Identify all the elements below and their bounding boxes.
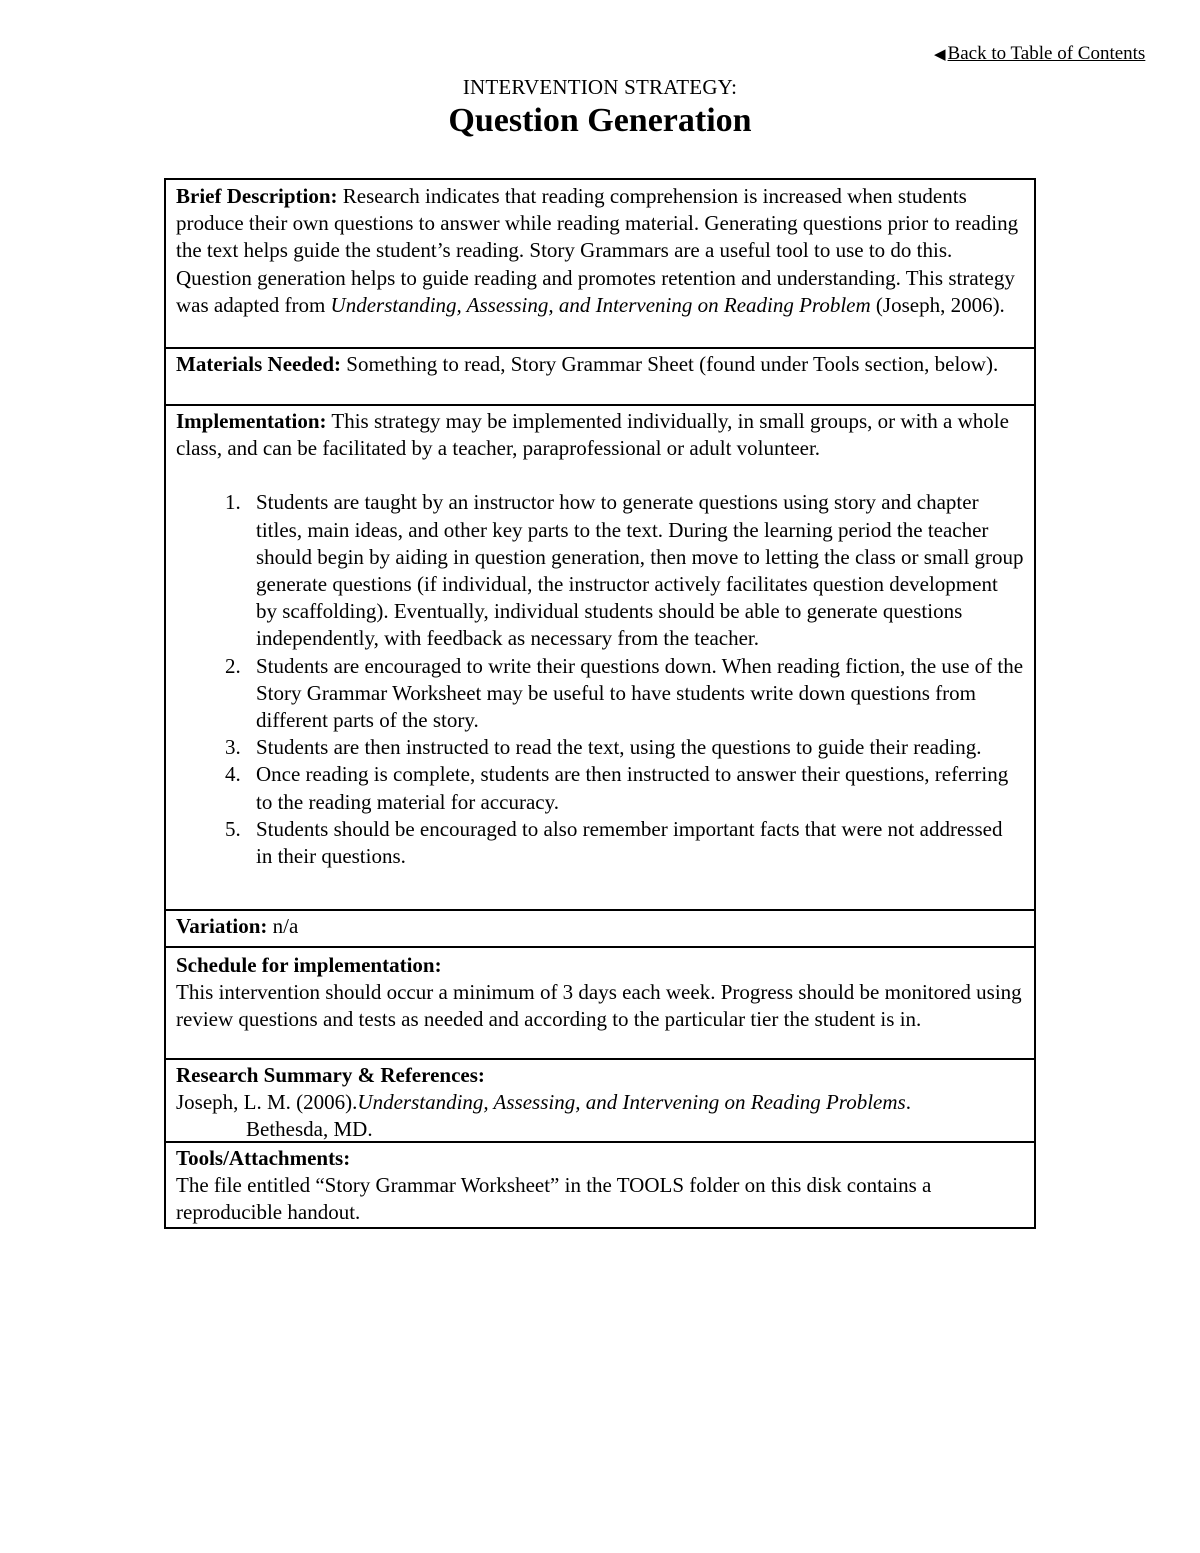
step-item: 5. Students should be encouraged to also remember important facts that were not addressed in their questions. [246, 816, 1024, 870]
variation-row [166, 909, 1034, 946]
step-item: 2. Students are encouraged to write their questions down. When reading fiction, the use of the Story Grammar Worksheet may be useful to have students write down questions from different parts of the story. [246, 653, 1024, 735]
research-label: Research Summary & References: [176, 1063, 485, 1087]
tools-label: Tools/Attachments: [176, 1146, 351, 1170]
brief-description-label: Brief Description: [176, 184, 338, 208]
schedule-text: This intervention should occur a minimum of 3 days each week. Progress should be monitored using review questions and tests as needed and according to the particular tier the student is in. [176, 980, 1022, 1032]
variation-label: Variation: [176, 914, 268, 938]
schedule-row [166, 946, 1034, 1058]
back-to-contents-link[interactable] [934, 42, 1145, 67]
implementation-label: Implementation: [176, 409, 327, 433]
brief-source-cite: (Joseph, 2006). [870, 292, 1005, 317]
brief-source-title: Understanding, Assessing, and Intervening on Reading Problem [330, 292, 871, 317]
page-title: Question Generation [448, 102, 752, 139]
implementation-row [166, 404, 1034, 909]
reference-title: Understanding, Assessing, and Intervening on Reading Problems [357, 1090, 906, 1115]
materials-label: Materials Needed: [176, 352, 342, 376]
materials-row [166, 347, 1034, 404]
reference-author: Joseph, L. M. (2006). [176, 1090, 358, 1115]
strategy-kicker: INTERVENTION STRATEGY: [462, 75, 738, 99]
schedule-label: Schedule for implementation: [176, 953, 442, 977]
brief-description-row [166, 180, 1034, 347]
tools-row [166, 1141, 1034, 1227]
tools-text: The file entitled “Story Grammar Worksheet” in the TOOLS folder on this disk contains a reproducible handout. [176, 1173, 932, 1225]
back-link-label[interactable]: Back to Table of Contents [947, 43, 1146, 64]
step-item: 4. Once reading is complete, students are then instructed to answer their questions, referring to the reading material for accuracy. [246, 761, 1024, 815]
spacer [176, 462, 1024, 489]
step-item: 3. Students are then instructed to read the text, using the questions to guide their reading. [246, 734, 1024, 761]
implementation-steps [176, 489, 1024, 870]
implementation-text: This strategy may be implemented individually, in small groups, or with a whole class, and can be facilitated by a teacher, paraprofessional or adult volunteer. [176, 409, 1009, 461]
brief-description-text: Research indicates that reading comprehension is increased when students produce their own questions to answer while reading material. Generating questions prior to reading the text helps guide the student’s reading. Story Grammars are a useful tool to use to do this. Question generation helps to guide reading and promotes retention and understanding. This strategy was adapted from [176, 184, 1019, 317]
reference-end: . [905, 1090, 911, 1115]
research-row [166, 1058, 1034, 1141]
step-item: 1. Students are taught by an instructor how to generate questions using story and chapter titles, main ideas, and other key parts to the text. During the learning period the teacher should begin by aiding in question generation, then move to letting the class or small group generate questions (if individual, the instructor actively facilitates question development by scaffolding). Eventually, individual students should be able to generate questions independently, with feedback as necessary from the teacher. [246, 489, 1024, 652]
reference-place: Bethesda, MD. [246, 1117, 373, 1142]
materials-text: Something to read, Story Grammar Sheet (found under Tools section, below). [341, 352, 999, 376]
variation-text: n/a [267, 914, 299, 938]
reference-entry [176, 1089, 1024, 1116]
back-arrow-icon: ◀ [934, 47, 946, 63]
strategy-table [164, 178, 1036, 1229]
